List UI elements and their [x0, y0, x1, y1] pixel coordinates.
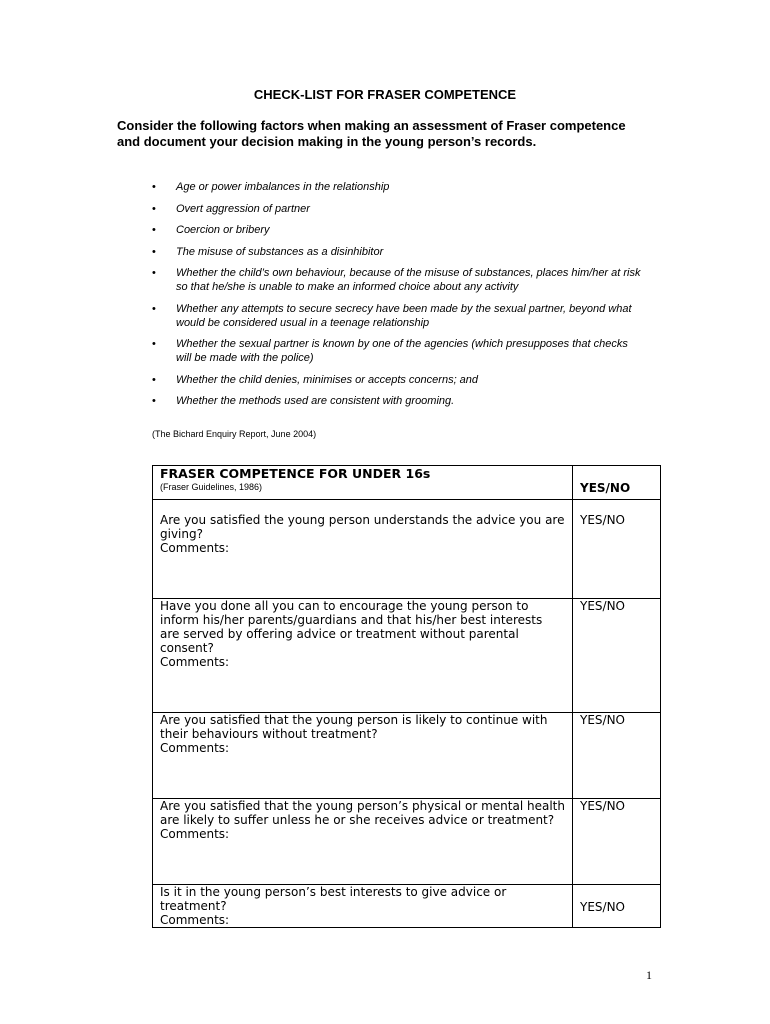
question-text: Have you done all you can to encourage the young person to inform his/her parents/guardians and that his/her best interests are served by offering advice or treatment without parental consent? — [160, 599, 543, 655]
bullet-icon: • — [152, 302, 156, 315]
answer-cell[interactable]: YES/NO — [573, 599, 661, 713]
question-text: Are you satisfied the young person understands the advice you are giving? — [160, 513, 565, 541]
list-item-text: Whether the sexual partner is known by one of the agencies (which presupposes that checks will be made with the police) — [176, 338, 628, 364]
question-text: Is it in the young person’s best interests to give advice or treatment? — [160, 885, 507, 913]
list-item-text: Whether the child’s own behaviour, because of the misuse of substances, places him/her at risk so that he/she is unable to make an informed choice about any activity — [176, 267, 641, 293]
comments-label: Comments: — [160, 827, 230, 841]
list-item — [152, 302, 642, 330]
comments-label: Comments: — [160, 541, 230, 555]
answer-cell[interactable]: YES/NO — [573, 713, 661, 799]
question-cell[interactable] — [153, 599, 573, 713]
list-item — [152, 266, 642, 294]
bullet-icon: • — [152, 395, 156, 407]
list-item — [152, 245, 642, 259]
bullet-icon: • — [152, 181, 156, 193]
comments-label: Comments: — [160, 655, 230, 669]
bullet-icon: • — [152, 224, 156, 236]
bullet-icon: • — [152, 267, 156, 279]
list-item — [152, 180, 642, 194]
bullet-icon: • — [152, 338, 156, 350]
question-cell[interactable] — [153, 500, 573, 599]
list-item — [152, 223, 642, 237]
comments-label: Comments: — [160, 741, 230, 755]
list-item-text: Overt aggression of partner — [176, 202, 310, 215]
list-item — [152, 202, 642, 216]
table-row — [153, 713, 661, 799]
comments-label: Comments: — [160, 913, 230, 927]
list-item — [152, 373, 642, 387]
bullet-icon: • — [152, 245, 156, 258]
table-row — [153, 799, 661, 885]
table-header-row — [153, 466, 661, 500]
list-item-text: Whether any attempts to secure secrecy have been made by the sexual partner, beyond what would be considered usual in a teenage relationship — [176, 302, 632, 329]
question-text: Are you satisfied that the young person is likely to continue with their behaviours without treatment? — [160, 713, 548, 741]
table-row — [153, 599, 661, 713]
bullet-icon: • — [152, 373, 156, 386]
list-item-text: The misuse of substances as a disinhibitor — [176, 245, 384, 258]
question-cell[interactable] — [153, 885, 573, 928]
source-citation: (The Bichard Enquiry Report, June 2004) — [152, 429, 317, 439]
table-row — [153, 885, 661, 928]
question-text: Are you satisfied that the young person’s physical or mental health are likely to suffer unless he or she receives advice or treatment? — [160, 799, 565, 827]
list-item-text: Age or power imbalances in the relationship — [176, 181, 390, 193]
answer-cell[interactable]: YES/NO — [573, 885, 661, 928]
list-item-text: Whether the methods used are consistent with grooming. — [176, 395, 455, 407]
list-item-text: Whether the child denies, minimises or accepts concerns; and — [176, 373, 479, 386]
fraser-competence-table — [152, 465, 661, 928]
factor-list — [152, 180, 642, 416]
table-row — [153, 500, 661, 599]
header-cell — [153, 466, 573, 500]
table-header-answer: YES/NO — [573, 466, 661, 500]
page-title: CHECK-LIST FOR FRASER COMPETENCE — [253, 87, 517, 102]
intro-paragraph: Consider the following factors when making an assessment of Fraser competence and document your decision making in the young person’s records. — [117, 118, 626, 149]
list-item — [152, 337, 642, 365]
list-item — [152, 394, 642, 408]
bullet-icon: • — [152, 202, 156, 215]
page-number: 1 — [646, 968, 652, 982]
list-item-text: Coercion or bribery — [176, 224, 270, 236]
question-cell[interactable] — [153, 713, 573, 799]
table-header-subtitle: (Fraser Guidelines, 1986) — [160, 482, 263, 492]
answer-cell[interactable]: YES/NO — [573, 500, 661, 599]
answer-cell[interactable]: YES/NO — [573, 799, 661, 885]
table-header-title: FRASER COMPETENCE FOR UNDER 16s — [160, 466, 431, 481]
question-cell[interactable] — [153, 799, 573, 885]
